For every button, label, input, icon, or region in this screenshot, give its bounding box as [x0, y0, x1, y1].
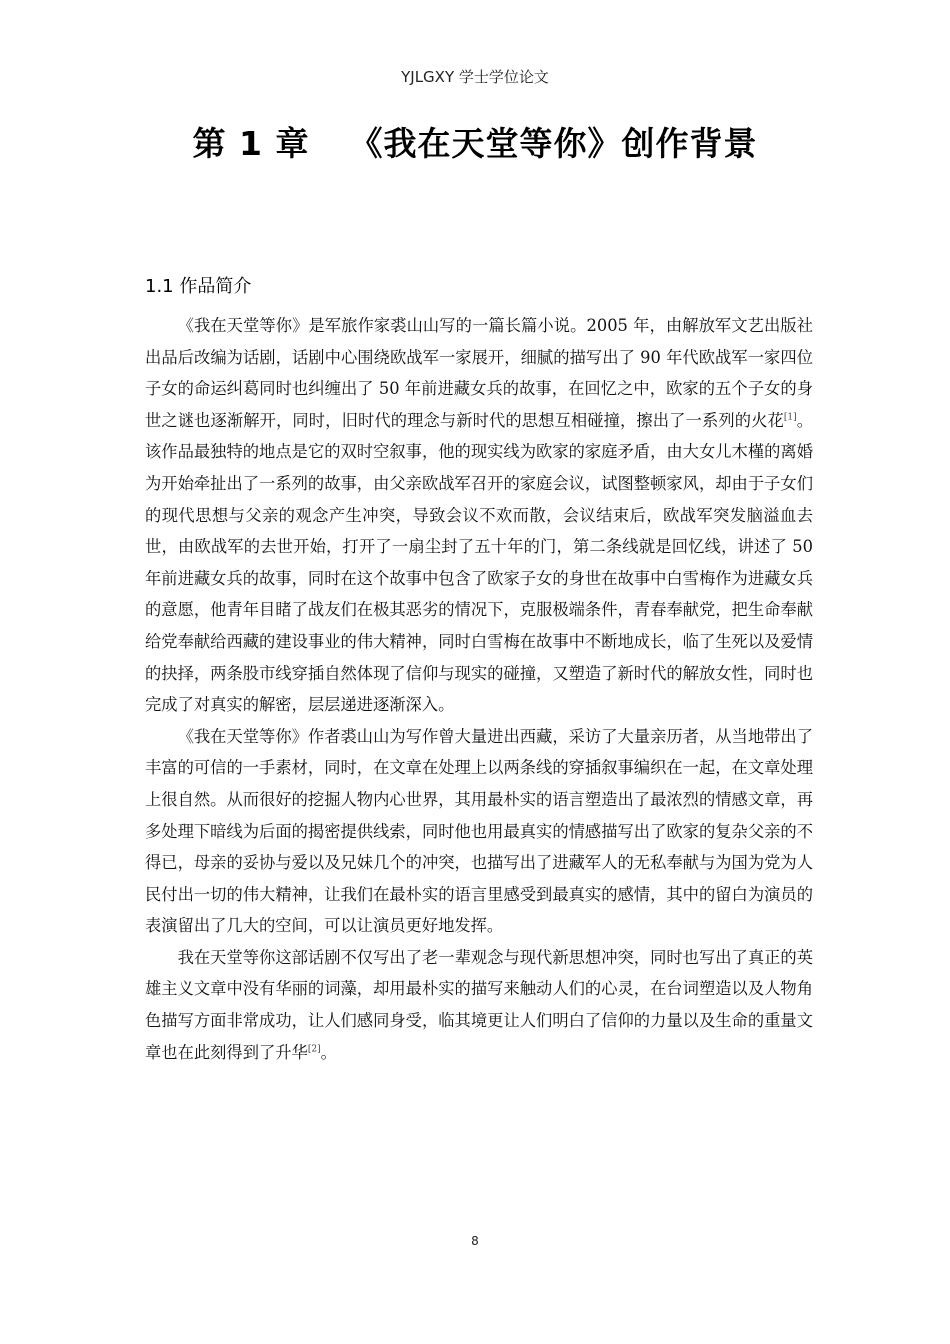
paragraph-2: 《我在天堂等你》作者裘山山为写作曾大量进出西藏，采访了大量亲历者，从当地带出了丰富的可信的一手素材，同时，在文章在处理上以两条线的穿插叙事编织在一起，在文章处理上很自然。从而很好的挖掘人物内心世界，其用最朴实的语言塑造出了最浓烈的情感文章，再多处理下暗线为后面的揭密提供线索，同时他也用最真实的情感描写出了欧家的复杂父亲的不得已，母亲的妥协与爱以及兄妹几个的冲突，也描写出了进藏军人的无私奉献与为国为党为人民付出一切的伟大精神，让我们在最朴实的语言里感受到最真实的感情，其中的留白为演员的表演留出了几大的空间，可以让演员更好地发挥。 [145, 726, 813, 936]
citation-ref[interactable]: [2] [307, 1044, 321, 1055]
body-text [145, 310, 813, 1068]
section-title: 1.1 作品简介 [145, 276, 252, 297]
citation-ref[interactable]: [1] [783, 412, 797, 423]
paragraph-1: 《我在天堂等你》是军旅作家裘山山写的一篇长篇小说。2005 年，由解放军文艺出版社出品后改编为话剧，话剧中心围绕欧战军一家展开，细腻的描写出了 90 年代欧战军一家四位子女的命运纠葛同时也纠缠出了 50 年前进藏女兵的故事，在回忆之中，欧家的五个子女的身世之谜也逐渐解开，同时，旧时代的理念与新时代的思想互相碰撞，擦出了一系列的火花[1]。 该作品最独特的地点是它的双时空叙事，他的现实线为欧家的家庭矛盾，由大女儿木槿的离婚为开始牵扯出了一系列的故事，由父亲欧战军召开的家庭会议，试图整顿家风，却由于子女们的现代思想与父亲的观念产生冲突，导致会议不欢而散，会议结束后，欧战军突发脑溢血去世，由欧战军的去世开始，打开了一扇尘封了五十年的门，第二条线就是回忆线，讲述了 50 年前进藏女兵的故事，同时在这个故事中包含了欧家子女的身世在故事中白雪梅作为进藏女兵的意愿，他青年目睹了战友们在极其恶劣的情况下，克服极端条件，青春奉献党，把生命奉献给党奉献给西藏的建设事业的伟大精神，同时白雪梅在故事中不断地成长，临了生死以及爱情的抉择，两条股市线穿插自然体现了信仰与现实的碰撞，又塑造了新时代的解放女性，同时也完成了对真实的解密，层层递进逐渐深入。 [145, 316, 813, 715]
paragraph-3: 我在天堂等你这部话剧不仅写出了老一辈观念与现代新思想冲突，同时也写出了真正的英雄主义文章中没有华丽的词藻，却用最朴实的描写来触动人们的心灵，在台词塑造以及人物角色描写方面非常成功，让人们感同身受，临其境更让人们明白了信仰的力量以及生命的重量文章也在此刻得到了升华[2]。 [145, 947, 813, 1062]
chapter-name: 《我在天堂等你》创作背景 [349, 124, 758, 163]
chapter-title [0, 118, 950, 165]
chapter-number: 第 1 章 [192, 124, 310, 163]
page-number: 8 [471, 1234, 479, 1248]
running-header: YJLGXY 学士学位论文 [401, 68, 549, 86]
